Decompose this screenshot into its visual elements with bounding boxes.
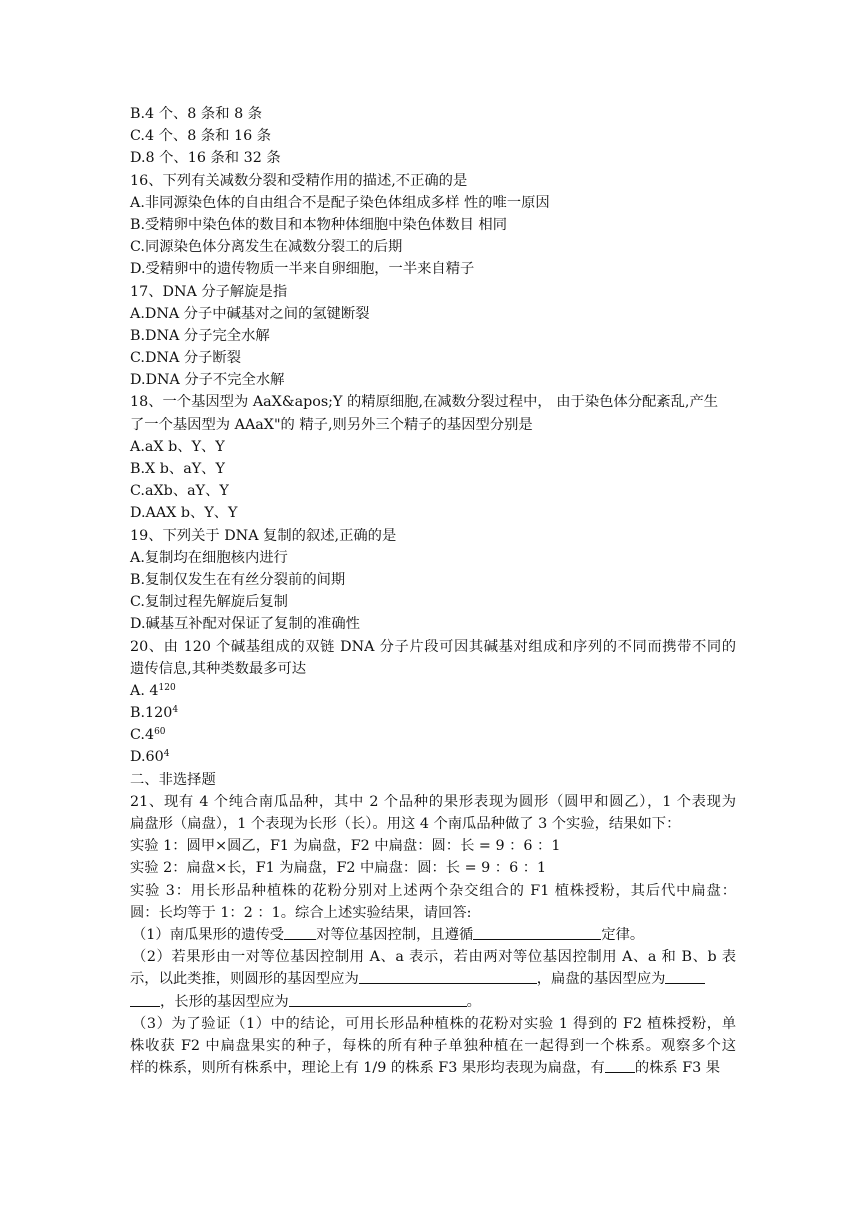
experiment-3: 实验 3：用长形品种植株的花粉分别对上述两个杂交组合的 F1 植株授粉，其后代中扁盘： — [130, 882, 736, 899]
text-line: B.受精卵中染色体的数目和本物种体细胞中染色体数目 相同 — [130, 216, 508, 233]
text-line: B.4 个、8 条和 8 条 — [130, 106, 263, 122]
text-line: D.DNA 分子不完全水解 — [130, 372, 285, 389]
answer-blank — [130, 991, 160, 1007]
answer-blank — [473, 924, 601, 940]
option-base: C.4 — [130, 727, 155, 744]
subquestion-1: （1）南瓜果形的遗传受 对等位基因控制，且遵循 定律。 — [130, 924, 736, 946]
question-18: 18、一个基因型为 AaX&apos;Y 的精原细胞,在减数分裂过程中， 由于染色体分配紊乱,产生 — [130, 394, 719, 411]
answer-blank — [289, 991, 467, 1007]
option-base: D.60 — [130, 749, 164, 766]
document-body — [130, 103, 736, 1079]
option-exponent: 60 — [154, 727, 166, 738]
option-exponent: 120 — [158, 682, 176, 693]
text-line: 圆：长均等于 1：2 ：1。综合上述实验结果，请回答: — [130, 904, 472, 921]
option-line — [130, 724, 736, 746]
text-line: B.DNA 分子完全水解 — [130, 327, 270, 344]
answer-blank — [284, 924, 316, 940]
text-line: ，长形的基因型应为 。 — [130, 991, 736, 1013]
answer-blank — [359, 968, 537, 984]
text-line: C.4 个、8 条和 16 条 — [130, 128, 272, 145]
text-line: B.复制仅发生在有丝分裂前的间期 — [130, 571, 346, 588]
option-base: A. 4 — [130, 682, 159, 699]
text-line: A.非同源染色体的自由组合不是配子染色体组成多样 性的唯一原因 — [130, 194, 550, 211]
option-exponent: 4 — [163, 749, 170, 760]
text-line: D.碱基互补配对保证了复制的准确性 — [130, 616, 360, 633]
option-line — [130, 746, 736, 768]
answer-blank — [605, 1057, 635, 1073]
text-line: A.DNA 分子中碱基对之间的氢键断裂 — [130, 305, 370, 322]
subquestion-3: （3）为了验证（1）中的结论，可用长形品种植株的花粉对实验 1 得到的 F2 植株授粉，单 — [132, 1015, 736, 1032]
question-17: 17、DNA 分子解旋是指 — [130, 283, 288, 300]
text-line: C.同源染色体分离发生在减数分裂工的后期 — [130, 239, 403, 256]
text-line: B.X b、aY、Y — [130, 461, 225, 477]
text-line: D.受精卵中的遗传物质一半来自卵细胞，一半来自精子 — [130, 261, 475, 278]
text-line: 扁盘形（扁盘），1 个表现为长形（长）。用这 4 个南瓜品种做了 3 个实验，结果如下： — [130, 816, 681, 832]
question-21: 21、现有 4 个纯合南瓜品种，其中 2 个品种的果形表现为圆形（圆甲和圆乙），1 个表现为 — [130, 793, 736, 810]
question-20: 20、由 120 个碱基组成的双链 DNA 分子片段可因其碱基对组成和序列的不同而携带不同的 — [130, 638, 736, 655]
question-16: 16、下列有关减数分裂和受精作用的描述,不正确的是 — [130, 172, 468, 189]
subquestion-2: （2）若果形由一对等位基因控制用 A、a 表示，若由两对等位基因控制用 A、a 和 B、b 表 — [132, 949, 736, 966]
option-base: B.120 — [130, 705, 173, 722]
text-line: 遗传信息,其种类数最多可达 — [130, 660, 307, 677]
text-line: C.DNA 分子断裂 — [130, 350, 242, 367]
experiment-1: 实验 1：圆甲×圆乙，F1 为扁盘，F2 中扁盘：圆：长 = 9 ：6 ：1 — [130, 838, 561, 855]
text-line: 了一个基因型为 AAaX"的 精子,则另外三个精子的基因型分别是 — [130, 416, 533, 433]
text-line: 样的株系，则所有株系中，理论上有 1/9 的株系 F3 果形均表现为扁盘，有 的株系 F3 果 — [130, 1057, 736, 1079]
text-line: D.8 个、16 条和 32 条 — [130, 150, 281, 167]
option-exponent: 4 — [172, 705, 179, 716]
text-line: 示，以此类推，则圆形的基因型应为 ，扁盘的基因型应为 — [130, 968, 736, 990]
text-line: D.AAX b、Y、Y — [130, 505, 238, 522]
experiment-2: 实验 2：扁盘×长，F1 为扁盘，F2 中扁盘：圆：长 = 9 ：6 ：1 — [130, 860, 547, 877]
option-line — [130, 680, 736, 702]
text-line: A.aX b、Y、Y — [130, 438, 225, 455]
text-line: C.aXb、aY、Y — [130, 483, 229, 500]
text-line: C.复制过程先解旋后复制 — [130, 594, 288, 611]
answer-blank — [665, 968, 705, 984]
section-heading: 二、非选择题 — [130, 771, 216, 788]
text-line: A.复制均在细胞核内进行 — [130, 549, 288, 566]
text-line: 株收获 F2 中扁盘果实的种子，每株的所有种子单独种植在一起得到一个株系。观察多个这 — [130, 1037, 736, 1054]
question-19: 19、下列关于 DNA 复制的叙述,正确的是 — [130, 527, 397, 544]
option-line — [130, 702, 736, 724]
